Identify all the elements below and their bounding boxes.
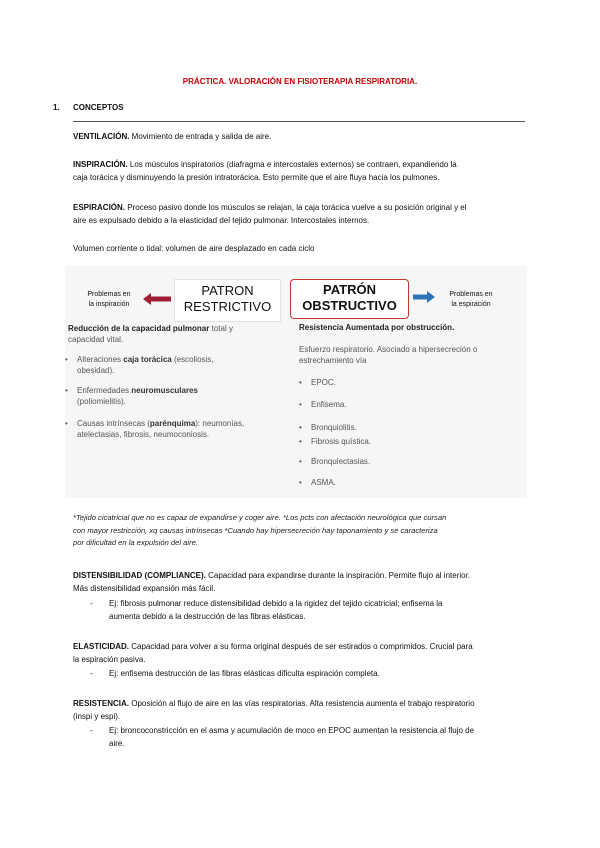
obstructive-item: • Bronquiolitis. (299, 422, 499, 433)
right-problem-line1: Problemas en (449, 291, 493, 298)
paragraph-resistencia (73, 697, 523, 723)
left-problem-line1: Problemas en (87, 291, 131, 298)
restrictive-pattern-box (174, 279, 281, 322)
restrictive-item-line2: (poliomielitis). (77, 397, 126, 406)
paragraph-ventilacion (73, 130, 523, 143)
elasticidad-line2: la espiración pasiva. (73, 655, 146, 664)
restrictive-item-pre: Enfermedades (77, 386, 132, 395)
restrictive-item-post: (escoliosis, (171, 355, 214, 364)
restrictive-item-pre: Alteraciones (77, 355, 124, 364)
right-problem-label (435, 290, 507, 310)
obstructive-item: • EPOC. (299, 377, 499, 388)
obstructive-item: • ASMA. (299, 477, 499, 488)
note-line1: *Tejido cicatricial que no es capaz de expandirse y coger aire. *Los pcts con afectación neurológica que cursan (73, 513, 447, 522)
obstructive-item-text: ASMA. (311, 478, 336, 487)
term-ventilacion: VENTILACIÓN. (73, 132, 130, 141)
restrictive-item: • Alteraciones caja torácica (escoliosis, obesidad). (65, 355, 214, 375)
section-divider (73, 121, 525, 122)
restrictive-item-pre: Causas intrínsecas ( (77, 419, 150, 428)
term-resistencia: RESISTENCIA. (73, 699, 130, 708)
restrictive-item: • Causas intrínsecas (parénquima): neumonías, atelectasias, fibrosis, neumoconiosis. (65, 419, 245, 439)
obstructive-item-text: Fibrosis quística. (311, 437, 372, 446)
espiracion-line1: Proceso pasivo donde los músculos se relajan, la caja torácica vuelve a su posición original y el (125, 203, 467, 212)
elasticidad-example (73, 667, 523, 680)
restrictive-item-bold: neuromusculares (131, 386, 198, 395)
obstructive-item-text: Bronquiolitis. (311, 423, 357, 432)
obstructive-item: • Fibrosis quística. (299, 436, 499, 447)
ventilacion-text: Movimiento de entrada y salida de aire. (129, 132, 272, 141)
obstructive-pattern-box (290, 279, 409, 319)
paragraph-distensibilidad (73, 569, 523, 595)
bullet-dash: - (90, 726, 93, 735)
inspiracion-line2: caja torácica y disminuyendo la presión intratorácica. Esto permite que el aire fluya hacia los pulmones. (73, 173, 440, 182)
term-distensibilidad: DISTENSIBILIDAD (COMPLIANCE). (73, 571, 206, 580)
restrictive-item-post: ): neumonías, (195, 419, 245, 428)
patterns-figure (65, 266, 527, 498)
restrictive-heading-rest: total y (209, 324, 233, 333)
obstructive-heading: Resistencia Aumentada por obstrucción. (299, 323, 455, 332)
bullet-dash: - (90, 669, 93, 678)
inspiracion-line1: Los músculos inspiratorios (diafragma e intercostales externos) se contraen, expandiendo la (127, 160, 457, 169)
restrictive-line1: PATRON (201, 283, 254, 298)
resistencia-line1: Oposición al flujo de aire en las vías respiratorias. Alta resistencia aumenta el trabajo respiratorio (129, 699, 475, 708)
left-arrow-icon (143, 293, 171, 305)
restrictive-item-bold: caja torácica (123, 355, 172, 364)
italic-note (73, 512, 525, 550)
restrictive-item: • Enfermedades neuromusculares (poliomielitis). (65, 386, 198, 406)
distensibilidad-line2: Más distensibilidad expansión más fácil. (73, 584, 216, 593)
elasticidad-example-line1: Ej: enfisema destrucción de las fibras elásticas dificulta espiración completa. (109, 669, 380, 678)
resistencia-example-line1: Ej: broncoconstricción en el asma y acumulación de moco en EPOC aumentan la resistencia al flujo de (109, 726, 475, 735)
bullet-dash: - (90, 599, 93, 608)
obstructive-line2: OBSTRUCTIVO (302, 298, 397, 313)
obstructive-item: • Enfisema. (299, 399, 499, 410)
restrictive-heading (68, 323, 283, 345)
paragraph-elasticidad (73, 640, 523, 666)
distensibilidad-example (73, 597, 523, 623)
right-problem-line2: la espiración (451, 301, 491, 308)
restrictive-heading-line2: capacidad vital. (68, 335, 124, 344)
obstructive-intro (299, 344, 524, 366)
note-line2: con mayor restricción, xq causas intrínsecas *Cuando hay hipersecreción hay taponamiento y se caracteriza (73, 525, 438, 535)
obstructive-item-text: EPOC. (311, 378, 336, 387)
restrictive-line2: RESTRICTIVO (183, 299, 272, 314)
resistencia-example-line2: aire. (109, 739, 125, 748)
obstructive-intro-line2: estrechamiento vía (299, 356, 367, 365)
paragraph-inspiracion (73, 158, 523, 184)
section-number: 1. (53, 103, 60, 112)
left-problem-line2: la inspiración (88, 301, 130, 308)
term-inspiracion: INSPIRACIÓN. (73, 160, 128, 169)
restrictive-item-line2: atelectasias, fibrosis, neumoconiosis. (77, 430, 210, 439)
term-elasticidad: ELASTICIDAD. (73, 642, 129, 651)
obstructive-line1: PATRÓN (323, 282, 376, 297)
left-problem-label (73, 290, 145, 310)
espiracion-line2: aire es expulsado debido a la elasticidad del tejido pulmonar. Intercostales internos. (73, 216, 370, 225)
obstructive-item-text: Enfisema. (311, 400, 347, 409)
restrictive-item-bold: parénquima (149, 419, 196, 428)
right-arrow-icon (413, 291, 435, 303)
paragraph-espiracion (73, 201, 523, 227)
term-espiracion: ESPIRACIÓN. (73, 203, 126, 212)
resistencia-line2: (inspi y espi). (73, 712, 121, 721)
resistencia-example (73, 724, 523, 750)
document-title: PRÁCTICA. VALORACIÓN EN FISIOTERAPIA RESPIRATORIA. (182, 77, 418, 86)
elasticidad-line1: Capacidad para volver a su forma original después de ser estirados o comprimidos. Crucial para (129, 642, 473, 651)
distensibilidad-example-line1: Ej: fibrosis pulmonar reduce distensibilidad debido a la rigidez del tejido cicatricial; enfisema la (109, 599, 443, 608)
restrictive-item-line2: obesidad). (77, 366, 115, 375)
obstructive-intro-line1: Esfuerzo respiratorio. Asociado a hipersecreción o (299, 345, 478, 354)
obstructive-item-text: Bronquiectasias. (311, 457, 371, 466)
restrictive-heading-bold: Reducción de la capacidad pulmonar (68, 324, 210, 333)
obstructive-item: • Bronquiectasias. (299, 456, 499, 467)
paragraph-volumen: Volumen corriente o tidal: volumen de aire desplazado en cada ciclo (73, 244, 315, 253)
section-title: CONCEPTOS (73, 103, 124, 112)
note-line3: por dificultad en la expulsión del aire. (73, 538, 198, 547)
distensibilidad-example-line2: aumenta debido a la destrucción de las fibras elásticas. (109, 612, 306, 621)
distensibilidad-line1: Capacidad para expandirse durante la inspiración. Permite flujo al interior. (205, 571, 471, 580)
